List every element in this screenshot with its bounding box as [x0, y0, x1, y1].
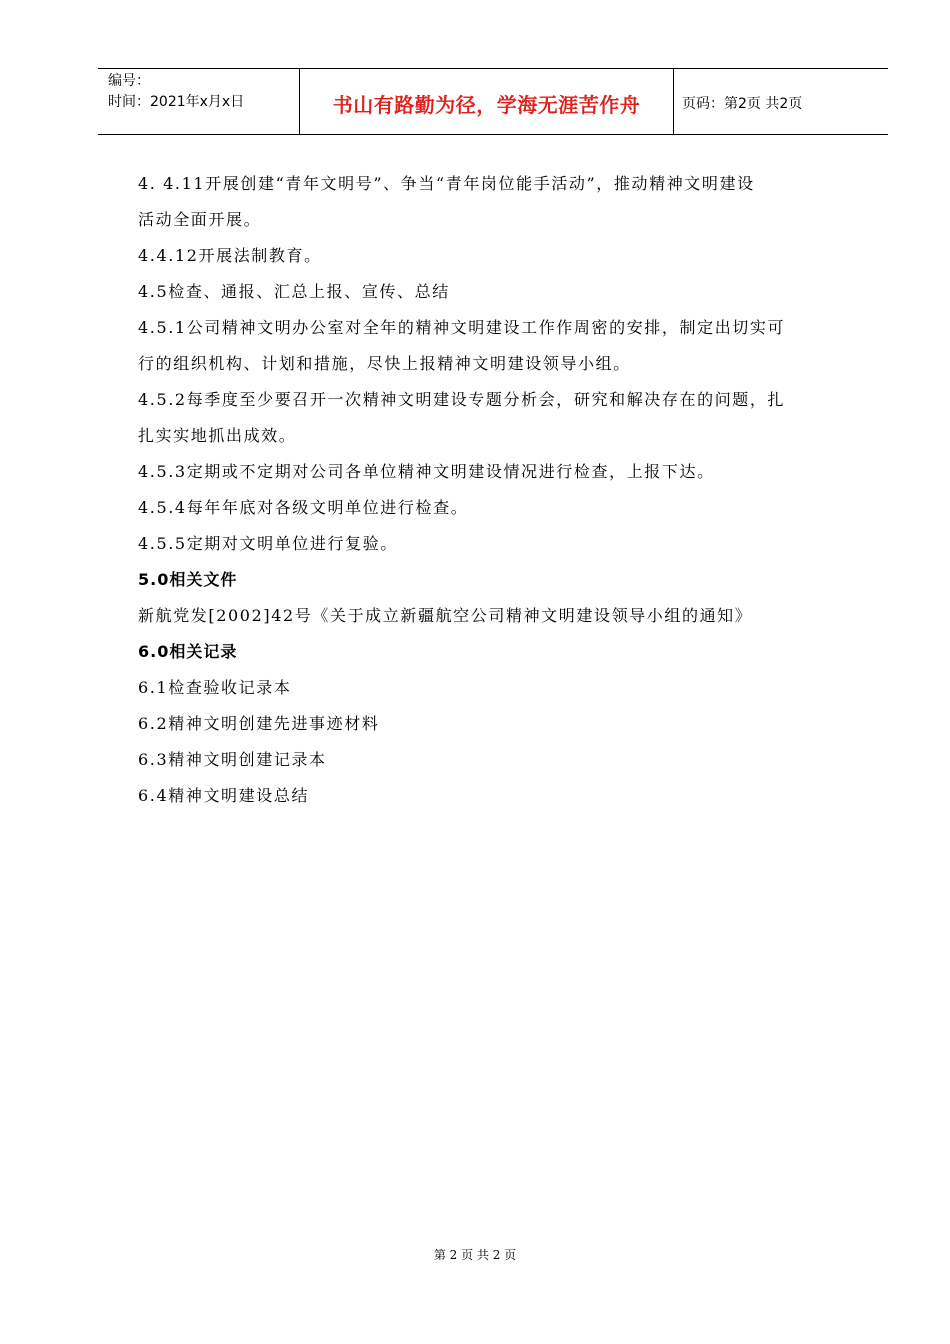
body-line: 4.5.5定期对文明单位进行复验。 — [138, 534, 398, 553]
body-line: 4.5.4每年年底对各级文明单位进行检查。 — [138, 498, 469, 517]
document-date: 时间：2021年x月x日 — [108, 94, 245, 110]
body-line: 行的组织机构、计划和措施，尽快上报精神文明建设领导小组。 — [138, 354, 631, 373]
body-line: 活动全面开展。 — [138, 210, 262, 229]
body-line: 4.5.2每季度至少要召开一次精神文明建设专题分析会，研究和解决存在的问题，扎 — [138, 390, 786, 409]
section-heading: 6.0相关记录 — [138, 642, 238, 661]
header-page-info: 页码：第2页 共2页 — [682, 96, 803, 112]
body-line: 6.2精神文明创建先进事迹材料 — [138, 714, 380, 733]
header-divider — [673, 69, 674, 135]
body-line: 新航党发[2002]42号《关于成立新疆航空公司精神文明建设领导小组的通知》 — [138, 606, 753, 625]
page-footer: 第 2 页 共 2 页 — [433, 1248, 517, 1262]
body-line: 4.4.12开展法制教育。 — [138, 246, 322, 265]
document-body — [138, 166, 858, 814]
body-line: 4. 4.11开展创建“青年文明号”、争当“青年岗位能手活动”，推动精神文明建设 — [138, 174, 755, 193]
body-line: 6.3精神文明创建记录本 — [138, 750, 327, 769]
body-line: 4.5.1公司精神文明办公室对全年的精神文明建设工作作周密的安排，制定出切实可 — [138, 318, 786, 337]
body-line: 扎实实地抓出成效。 — [138, 426, 297, 445]
header-motto: 书山有路勤为径，学海无涯苦作舟 — [332, 93, 641, 117]
page-header — [98, 68, 888, 135]
body-line: 4.5.3定期或不定期对公司各单位精神文明建设情况进行检查，上报下达。 — [138, 462, 715, 481]
document-code-label: 编号： — [108, 73, 150, 89]
body-line: 4.5检查、通报、汇总上报、宣传、总结 — [138, 282, 450, 301]
body-line: 6.4精神文明建设总结 — [138, 786, 310, 805]
header-meta — [108, 71, 244, 113]
body-line: 6.1检查验收记录本 — [138, 678, 292, 697]
section-heading: 5.0相关文件 — [138, 570, 238, 589]
